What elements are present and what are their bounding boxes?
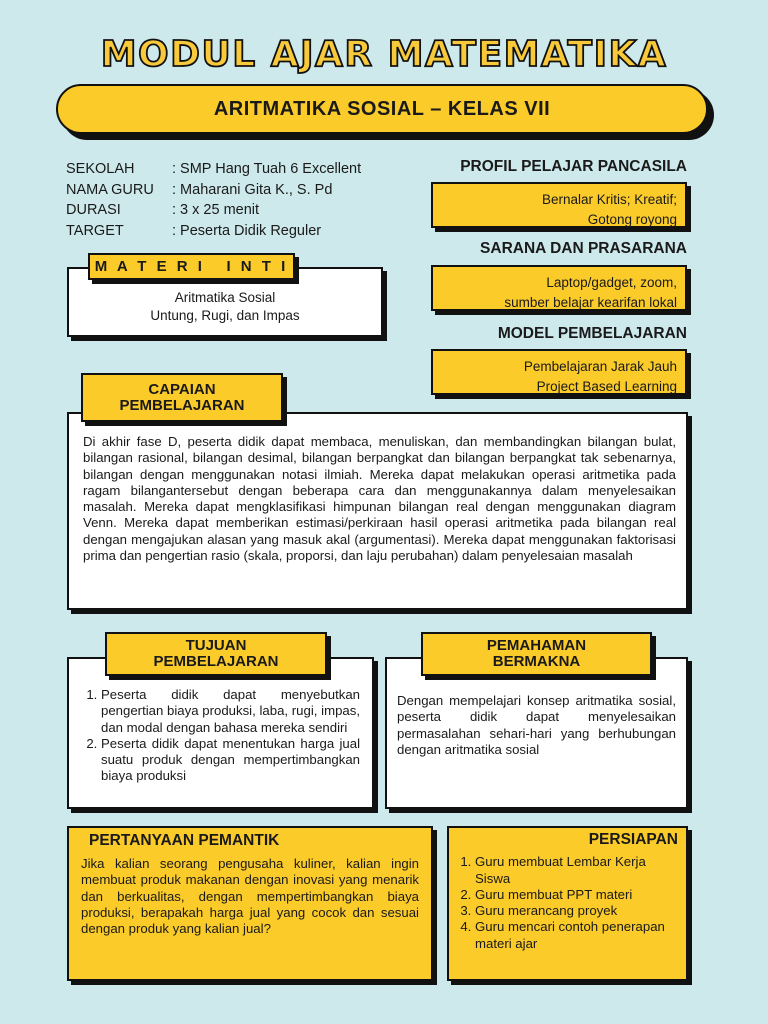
model-box — [431, 349, 687, 395]
tujuan-label-line-2: PEMBELAJARAN — [153, 653, 279, 670]
profil-line-1: Bernalar Kritis; Kreatif; — [541, 192, 677, 207]
sarana-line-2: sumber belajar kearifan lokal — [504, 295, 677, 310]
tujuan-box — [67, 657, 374, 809]
pemahaman-label — [421, 632, 652, 676]
persiapan-list — [457, 854, 678, 952]
sarana-box — [431, 265, 687, 311]
page-title: MODUL AJAR MATEMATIKA — [100, 34, 668, 75]
tujuan-label — [105, 632, 327, 676]
pertanyaan-text: Jika kalian seorang pengusaha kuliner, kalian ingin membuat produk makanan dengan inovasi yang menarik dan berkualitas, dengan mempertimbangkan biaya produksi, berapakah harga jual yang cocok dan sesuai dengan produk yang kalian jual? — [81, 856, 419, 937]
info-target — [66, 221, 321, 241]
tujuan-label-line-1: TUJUAN — [185, 637, 247, 654]
profil-box — [431, 182, 687, 228]
info-value: : SMP Hang Tuah 6 Excellent — [172, 161, 362, 177]
tujuan-item: 1. Peserta didik dapat menyebutkan pengertian biaya produksi, laba, rugi, impas, dan modal dengan bahasa mereka sendiri — [101, 687, 360, 736]
pemahaman-box — [385, 657, 688, 809]
info-sekolah — [66, 159, 361, 179]
info-value: : 3 x 25 menit — [172, 202, 260, 218]
materi-line-2: Untung, Rugi, dan Impas — [150, 308, 300, 323]
sarana-heading: SARANA DAN PRASARANA — [480, 240, 687, 257]
model-line-2: Project Based Learning — [536, 379, 677, 394]
profil-heading: PROFIL PELAJAR PANCASILA — [460, 158, 687, 175]
sarana-line-1: Laptop/gadget, zoom, — [546, 275, 677, 290]
capaian-label — [81, 373, 283, 422]
info-key: DURASI — [66, 202, 121, 218]
materi-line-1: Aritmatika Sosial — [174, 290, 276, 305]
model-heading: MODEL PEMBELAJARAN — [497, 325, 687, 342]
capaian-box — [67, 412, 688, 610]
capaian-label-line-1: CAPAIAN — [148, 380, 216, 398]
tujuan-list — [81, 687, 360, 785]
tujuan-item: 2. Peserta didik dapat menentukan harga jual suatu produk dengan mempertimbangkan biaya produksi — [101, 736, 360, 785]
persiapan-box — [447, 826, 688, 981]
persiapan-item: 3. Guru merancang proyek — [475, 903, 678, 919]
info-value: : Peserta Didik Reguler — [172, 223, 322, 239]
materi-label: M A T E R I I N T I — [88, 253, 295, 280]
persiapan-heading: PERSIAPAN — [588, 831, 678, 848]
capaian-label-line-2: PEMBELAJARAN — [119, 396, 245, 414]
model-line-1: Pembelajaran Jarak Jauh — [523, 359, 677, 374]
info-value: : Maharani Gita K., S. Pd — [172, 182, 333, 198]
profil-line-2: Gotong royong — [587, 212, 677, 227]
pemahaman-text: Dengan mempelajari konsep aritmatika sosial, peserta didik dapat menyelesaikan permasalahan sehari-hari yang berhubungan dengan aritmatika sosial — [397, 693, 676, 757]
info-nama-guru — [66, 180, 332, 200]
persiapan-item: 4. Guru mencari contoh penerapan materi ajar — [475, 919, 678, 952]
info-durasi — [66, 200, 259, 220]
subtitle-banner — [56, 84, 708, 134]
persiapan-item: 1. Guru membuat Lembar Kerja Siswa — [475, 854, 678, 887]
capaian-text: Di akhir fase D, peserta didik dapat membaca, menuliskan, dan membandingkan bilangan bulat, bilangan rasional, bilangan desimal, bilangan berpangkat dan bilangan berpangkat tak sebenarnya, bilangan dengan menggunakan notasi ilmiah. Mereka dapat melakukan operasi aritmetika pada ragam bilangantersebut dengan beberapa cara dan menggunakannya dalam menyelesaikan masalah. Mereka dapat mengklasifikasi himpunan bilangan real dengan menggunakan diagram Venn. Mereka dapat memberikan estimasi/perkiraan hasil operasi aritmetika pada bilangan real dengan mengajukan alasan yang masuk akal (argumentasi). Mereka dapat menggunakan faktorisasi prima dan pengertian rasio (skala, proporsi, dan laju perubahan) dalam penyelesaian masalah — [83, 434, 676, 564]
pertanyaan-heading: PERTANYAAN PEMANTIK — [89, 832, 280, 849]
info-key: NAMA GURU — [66, 182, 154, 198]
pertanyaan-box — [67, 826, 433, 981]
pemahaman-label-line-2: BERMAKNA — [492, 653, 581, 670]
info-key: TARGET — [66, 223, 124, 239]
persiapan-item: 2. Guru membuat PPT materi — [475, 887, 678, 903]
pemahaman-label-line-1: PEMAHAMAN — [486, 637, 587, 654]
info-key: SEKOLAH — [66, 161, 135, 177]
subtitle-text: ARITMATIKA SOSIAL – KELAS VII — [213, 97, 551, 120]
